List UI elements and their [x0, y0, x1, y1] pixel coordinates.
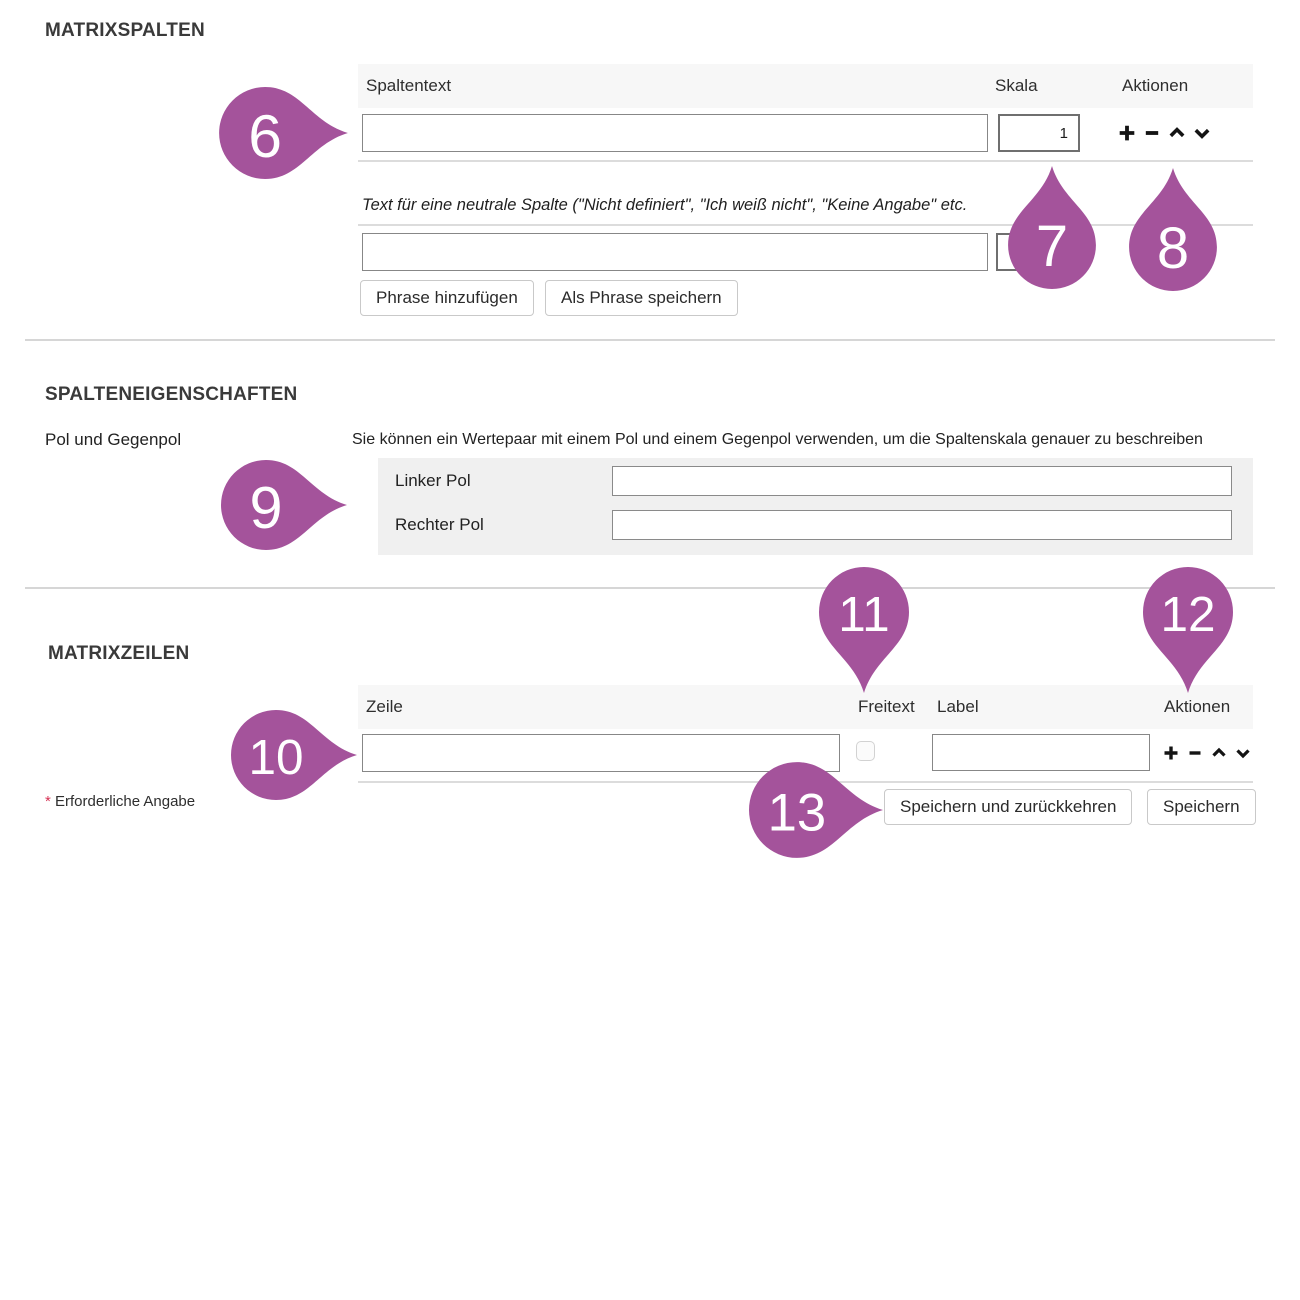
- neutral-column-hint: Text für eine neutrale Spalte ("Nicht definiert", "Ich weiß nicht", "Keine Angabe" etc.: [362, 196, 968, 214]
- skala-input[interactable]: [998, 114, 1080, 152]
- rechter-pol-input[interactable]: [612, 510, 1232, 540]
- add-row-icon[interactable]: [1163, 745, 1179, 761]
- add-phrase-button[interactable]: Phrase hinzufügen: [360, 280, 534, 316]
- svg-text:7: 7: [1035, 214, 1069, 279]
- required-note-text: Erforderliche Angabe: [55, 793, 196, 810]
- annotation-marker-9: [221, 460, 347, 550]
- section-divider: [25, 339, 1275, 341]
- move-column-down-icon[interactable]: [1193, 124, 1211, 142]
- matrixspalten-table-header: [358, 64, 1253, 108]
- annotation-marker-8: [1129, 168, 1217, 291]
- column-header-label: Label: [937, 697, 979, 716]
- remove-column-icon[interactable]: [1143, 124, 1161, 142]
- rechter-pol-label: Rechter Pol: [395, 515, 484, 534]
- annotation-marker-7: [1008, 166, 1096, 289]
- svg-text:11: 11: [838, 587, 890, 643]
- matrixzeilen-table-header: [358, 685, 1253, 729]
- svg-text:8: 8: [1156, 216, 1190, 281]
- row-actions: [1163, 745, 1251, 761]
- annotation-marker-13: [749, 762, 883, 858]
- move-column-up-icon[interactable]: [1168, 124, 1186, 142]
- move-row-up-icon[interactable]: [1211, 745, 1227, 761]
- move-row-down-icon[interactable]: [1235, 745, 1251, 761]
- column-header-aktionen: Aktionen: [1122, 76, 1189, 95]
- pol-und-gegenpol-label: Pol und Gegenpol: [45, 430, 182, 449]
- required-star: *: [45, 793, 51, 810]
- column-header-zeile: Zeile: [366, 697, 403, 716]
- add-column-icon[interactable]: [1118, 124, 1136, 142]
- column-header-skala: Skala: [995, 76, 1038, 95]
- section-title-matrixspalten: MATRIXSPALTEN: [45, 20, 205, 41]
- neutral-column-text-input[interactable]: [362, 233, 988, 271]
- pol-description: Sie können ein Wertepaar mit einem Pol und einem Gegenpol verwenden, um die Spaltenskala genauer zu beschreiben: [352, 431, 1203, 448]
- column-actions: [1118, 124, 1211, 142]
- column-header-freitext: Freitext: [858, 697, 915, 716]
- linker-pol-input[interactable]: [612, 466, 1232, 496]
- annotation-marker-12: [1143, 567, 1233, 693]
- svg-text:13: 13: [767, 783, 827, 843]
- column-header-aktionen: Aktionen: [1164, 697, 1231, 716]
- save-as-phrase-button[interactable]: Als Phrase speichern: [545, 280, 738, 316]
- row-separator: [358, 160, 1253, 162]
- save-and-return-button[interactable]: Speichern und zurückkehren: [884, 789, 1132, 825]
- svg-text:10: 10: [248, 730, 304, 786]
- section-title-matrixzeilen: MATRIXZEILEN: [48, 643, 190, 664]
- column-header-spaltentext: Spaltentext: [366, 76, 452, 95]
- freitext-checkbox[interactable]: [856, 741, 875, 761]
- required-note: [45, 793, 195, 810]
- annotation-marker-10: [227, 710, 361, 800]
- annotation-marker-11: [819, 567, 909, 693]
- section-title-spalteneigenschaften: SPALTENEIGENSCHAFTEN: [45, 384, 298, 405]
- linker-pol-label: Linker Pol: [395, 471, 471, 490]
- spaltentext-input[interactable]: [362, 114, 988, 152]
- section-divider: [25, 587, 1275, 589]
- annotation-marker-6: [219, 87, 348, 179]
- svg-text:12: 12: [1160, 587, 1216, 643]
- row-separator: [358, 224, 1253, 226]
- save-button[interactable]: Speichern: [1147, 789, 1256, 825]
- label-input[interactable]: [932, 734, 1150, 771]
- remove-row-icon[interactable]: [1187, 745, 1203, 761]
- svg-text:6: 6: [248, 101, 282, 170]
- svg-text:9: 9: [249, 474, 283, 542]
